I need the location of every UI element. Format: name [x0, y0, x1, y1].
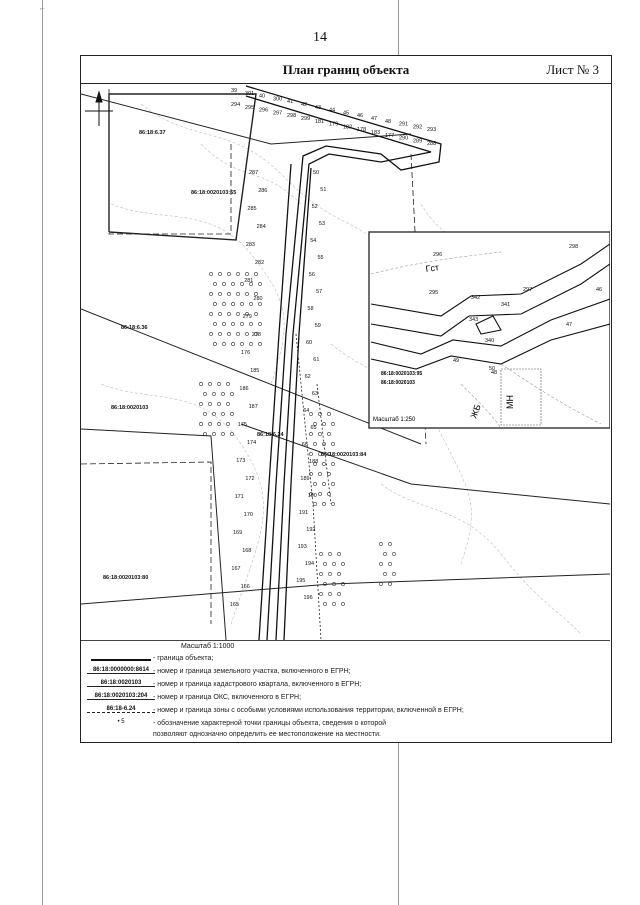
tree-symbol: [217, 382, 220, 385]
legend-row-point-cont: позволяют однозначно определить ее местоположение на местности.: [153, 731, 381, 738]
tree-symbol: [309, 432, 312, 435]
legend-code-zone: 86:18-6.24: [87, 706, 155, 713]
map-canvas: [81, 84, 610, 640]
point-label: 185: [250, 368, 260, 374]
tree-symbol: [236, 272, 239, 275]
point-label: 176: [241, 350, 251, 356]
point-label: 55: [317, 255, 324, 261]
tree-symbol: [319, 592, 322, 595]
point-label: 189: [300, 476, 310, 482]
point-label: 181: [315, 118, 325, 125]
inset-label-parcel: 86:18:0020103:95: [381, 371, 423, 377]
point-label: 195: [296, 578, 306, 584]
point-label: 279: [242, 314, 252, 320]
point-label: 61: [313, 357, 320, 363]
legend-code-oks: 86:18:0020103:204: [87, 693, 155, 700]
point-label: 194: [304, 561, 315, 567]
tree-symbol: [258, 282, 261, 285]
tree-symbol: [218, 272, 221, 275]
tree-symbol: [337, 592, 340, 595]
point-label: 170: [243, 512, 253, 518]
quarter-label: 86:18:6.36: [121, 325, 148, 331]
tree-symbol: [388, 562, 391, 565]
point-label: 64: [303, 408, 310, 414]
tree-symbol: [327, 432, 330, 435]
tree-symbol: [203, 412, 206, 415]
point-label: 63: [311, 391, 319, 397]
tree-symbol: [222, 282, 225, 285]
point-label: 296: [259, 107, 269, 114]
tree-symbol: [213, 322, 216, 325]
tree-symbol: [213, 342, 216, 345]
legend-row-zone: 86:18-6.24 - номер и граница зоны с особыми условиями использования территории, включенной в ЕГРН;: [81, 705, 610, 719]
tree-symbol: [217, 402, 220, 405]
point-label: 301: [245, 90, 255, 97]
inset-point-label: 48: [491, 370, 498, 376]
point-label: 175: [237, 422, 247, 428]
tree-symbol: [231, 282, 234, 285]
tree-symbol: [240, 302, 243, 305]
tree-symbol: [213, 282, 216, 285]
point-label: 54: [310, 238, 317, 244]
point-label: 177: [385, 132, 395, 139]
point-label: 44: [329, 107, 336, 114]
tree-symbol: [341, 562, 344, 565]
tree-symbol: [208, 402, 211, 405]
tree-symbol: [217, 422, 220, 425]
tree-symbol: [313, 442, 316, 445]
tree-symbol: [231, 302, 234, 305]
tree-symbol: [322, 462, 325, 465]
tree-symbol: [249, 322, 252, 325]
tree-symbol: [332, 562, 335, 565]
inset-point-label: 343: [469, 317, 479, 323]
point-label: 42: [301, 102, 308, 108]
tree-symbol: [379, 562, 382, 565]
tree-symbol: [249, 302, 252, 305]
tree-symbol: [245, 272, 248, 275]
tree-symbol: [203, 392, 206, 395]
tree-symbol: [332, 602, 335, 605]
tree-symbol: [337, 552, 340, 555]
tree-symbol: [322, 482, 325, 485]
tree-symbol: [331, 442, 334, 445]
point-label: 290: [399, 135, 409, 142]
boundary-map: [81, 84, 610, 640]
tree-symbol: [323, 562, 326, 565]
point-label: 62: [304, 374, 311, 380]
point-label: 299: [301, 116, 311, 122]
inset-point-label: 296: [433, 252, 443, 258]
point-label: 174: [247, 440, 257, 446]
tree-symbol: [209, 272, 212, 275]
point-label: 60: [306, 340, 313, 346]
point-label: 192: [306, 527, 316, 533]
margin-line-left: [42, 0, 43, 905]
tree-symbol: [227, 312, 230, 315]
tree-symbol: [231, 322, 234, 325]
point-label: 171: [234, 494, 244, 500]
point-label: 285: [247, 206, 257, 212]
tree-symbol: [221, 392, 224, 395]
tree-symbol: [258, 302, 261, 305]
legend-symbol-object-boundary: [87, 653, 157, 667]
point-label: 66: [301, 442, 308, 448]
tree-symbol: [383, 572, 386, 575]
inset-label-quarter: 86:18:0020103: [381, 380, 415, 386]
tree-symbol: [388, 582, 391, 585]
tree-symbol: [331, 502, 334, 505]
tree-symbol: [213, 302, 216, 305]
legend-row-oks: 86:18:0020103:204 - номер и граница ОКС, включенного в ЕГРН;: [81, 692, 610, 706]
tree-symbol: [319, 552, 322, 555]
point-label: 41: [287, 99, 294, 106]
inset-point-label: 50: [489, 366, 496, 372]
tree-symbol: [318, 492, 321, 495]
inset-label-gst: Гст: [424, 262, 440, 274]
tree-symbol: [331, 462, 334, 465]
legend-code-point: • 5: [117, 719, 125, 725]
point-label: 191: [299, 510, 309, 516]
legend-row-land-parcel: 86:18:0000000:8614 - номер и граница земельного участка, включенного в ЕГРН;: [81, 666, 610, 680]
legend-scale: Масштаб 1:1000: [181, 643, 235, 650]
point-label: 178: [357, 127, 367, 134]
point-label: 186: [239, 386, 249, 392]
point-label: 182: [343, 124, 353, 131]
tree-symbol: [318, 432, 321, 435]
tree-symbol: [231, 342, 234, 345]
inset-point-label: 295: [429, 290, 439, 296]
tree-symbol: [318, 472, 321, 475]
tree-symbol: [221, 432, 224, 435]
point-label: 50: [313, 170, 320, 176]
point-label: 65: [310, 425, 317, 431]
tree-symbol: [226, 402, 229, 405]
point-label: 300: [273, 96, 283, 103]
point-label: 183: [371, 130, 381, 136]
point-label: 193: [297, 544, 307, 550]
tree-symbol: [226, 382, 229, 385]
tree-symbol: [221, 412, 224, 415]
tree-symbol: [254, 272, 257, 275]
legend-row-cadastral-quarter: 86:18:0020103 - номер и граница кадастрового квартала, включенного в ЕГРН;: [81, 679, 610, 693]
point-label: 196: [303, 595, 313, 601]
point-label: 166: [240, 584, 250, 590]
inset-label-mn: МН: [505, 395, 515, 409]
tree-symbol: [203, 432, 206, 435]
point-label: 297: [273, 110, 283, 117]
map-title: План границ объекта: [282, 62, 410, 77]
inset-point-label: 342: [471, 295, 481, 301]
tree-symbol: [227, 292, 230, 295]
tree-symbol: [209, 292, 212, 295]
point-label: 48: [385, 118, 392, 125]
point-label: 289: [413, 138, 423, 145]
point-label: 59: [314, 323, 321, 329]
tree-symbol: [212, 392, 215, 395]
inset-detail: [369, 232, 610, 428]
point-label: 168: [242, 548, 252, 554]
point-label: 51: [320, 187, 327, 193]
point-label: 295: [245, 104, 255, 111]
tree-symbol: [222, 302, 225, 305]
tree-symbol: [245, 292, 248, 295]
tree-symbol: [328, 592, 331, 595]
inset-point-label: 341: [501, 302, 511, 308]
tree-symbol: [254, 312, 257, 315]
legend-row-point: • 5 - обозначение характерной точки границы объекта, сведения о которой: [81, 718, 610, 732]
point-label: 39: [231, 88, 238, 94]
point-label: 287: [249, 170, 259, 176]
inset-point-label: 297: [523, 287, 533, 293]
inset-point-label: 298: [569, 244, 579, 250]
tree-symbol: [199, 422, 202, 425]
tree-symbol: [379, 582, 382, 585]
tree-symbol: [313, 482, 316, 485]
quarter-label: 86:18:6.37: [139, 130, 166, 136]
tree-symbol: [227, 272, 230, 275]
tree-symbol: [209, 312, 212, 315]
quarter-label: 86:18:0020103:55: [191, 190, 237, 196]
point-label: 47: [371, 116, 378, 122]
point-label: 169: [233, 530, 243, 536]
tree-symbol: [313, 502, 316, 505]
tree-symbol: [236, 292, 239, 295]
inset-point-label: 49: [453, 358, 460, 364]
corner-mark: ⌐: [40, 4, 45, 13]
tree-symbol: [331, 422, 334, 425]
inset-label-zhb: ЖБ: [468, 402, 483, 420]
tree-symbol: [327, 492, 330, 495]
tree-symbol: [212, 432, 215, 435]
tree-symbol: [240, 342, 243, 345]
tree-symbol: [222, 342, 225, 345]
tree-symbol: [392, 572, 395, 575]
point-label: 288: [427, 141, 437, 148]
quarter-label: 86:18:6.24: [257, 432, 284, 438]
tree-symbol: [222, 322, 225, 325]
tree-symbol: [218, 292, 221, 295]
quarter-label: 86:18:0020103:84: [321, 452, 367, 458]
point-label: 280: [253, 296, 263, 302]
point-label: 53: [318, 221, 326, 227]
tree-symbol: [392, 552, 395, 555]
tree-symbol: [218, 312, 221, 315]
point-label: 56: [308, 272, 315, 278]
map-legend: [81, 640, 610, 742]
tree-symbol: [327, 472, 330, 475]
tree-symbol: [230, 412, 233, 415]
point-label: 190: [307, 493, 317, 499]
tree-symbol: [208, 422, 211, 425]
point-label: 284: [256, 224, 266, 230]
inset-point-label: 340: [485, 338, 495, 344]
tree-symbol: [331, 482, 334, 485]
point-label: 292: [413, 124, 423, 131]
tree-symbol: [328, 572, 331, 575]
tree-symbol: [379, 542, 382, 545]
page-number: 14: [313, 30, 327, 45]
tree-symbol: [309, 412, 312, 415]
inset-scale: Масштаб 1:250: [373, 417, 416, 423]
point-label: 52: [311, 204, 318, 210]
point-label: 293: [427, 127, 437, 134]
quarter-label: 86:18:0020103: [111, 405, 149, 411]
inset-point-label: 47: [566, 322, 573, 328]
tree-symbol: [322, 502, 325, 505]
legend-code-cadastral-quarter: 86:18:0020103: [87, 680, 155, 687]
tree-symbol: [337, 572, 340, 575]
tree-symbol: [388, 542, 391, 545]
legend-code-land-parcel: 86:18:0000000:8614: [87, 667, 155, 674]
tree-symbol: [230, 392, 233, 395]
point-label: 46: [357, 113, 364, 120]
tree-symbol: [328, 552, 331, 555]
point-label: 298: [287, 113, 297, 120]
tree-symbol: [236, 312, 239, 315]
point-label: 278: [251, 332, 261, 338]
map-header: [81, 56, 611, 84]
point-label: 167: [231, 566, 241, 572]
point-label: 43: [315, 104, 322, 111]
tree-symbol: [240, 282, 243, 285]
tree-symbol: [199, 382, 202, 385]
tree-symbol: [199, 402, 202, 405]
point-label: 286: [258, 188, 268, 194]
point-label: 281: [244, 278, 254, 284]
point-label: 45: [343, 110, 350, 117]
tree-symbol: [258, 342, 261, 345]
tree-symbol: [258, 322, 261, 325]
tree-symbol: [319, 572, 322, 575]
map-frame: [80, 55, 612, 743]
tree-symbol: [327, 412, 330, 415]
tree-symbol: [212, 412, 215, 415]
sheet-number: Лист № 3: [546, 62, 599, 77]
tree-symbol: [236, 332, 239, 335]
point-label: 282: [255, 260, 265, 266]
point-label: 40: [259, 93, 266, 100]
tree-symbol: [218, 332, 221, 335]
quarter-label: 86:18:0020103:80: [103, 575, 149, 581]
point-label: 57: [316, 289, 323, 295]
tree-symbol: [322, 422, 325, 425]
tree-symbol: [230, 432, 233, 435]
point-label: 188: [309, 459, 319, 465]
point-label: 172: [245, 476, 255, 482]
tree-symbol: [240, 322, 243, 325]
tree-symbol: [209, 332, 212, 335]
inset-point-label: 46: [596, 287, 603, 293]
tree-symbol: [323, 602, 326, 605]
tree-symbol: [245, 332, 248, 335]
tree-symbol: [208, 382, 211, 385]
point-label: 173: [236, 458, 246, 464]
tree-symbol: [309, 452, 312, 455]
point-label: 294: [231, 102, 241, 108]
tree-symbol: [341, 602, 344, 605]
point-label: 187: [248, 404, 258, 410]
legend-row-object-boundary: - граница объекта;: [81, 653, 610, 667]
tree-symbol: [226, 422, 229, 425]
tree-symbol: [227, 332, 230, 335]
point-label: 165: [229, 602, 239, 608]
tree-symbol: [249, 342, 252, 345]
point-label: 283: [245, 242, 255, 248]
point-label: 291: [399, 121, 409, 128]
point-label: 179: [329, 121, 339, 128]
tree-symbol: [383, 552, 386, 555]
point-label: 58: [307, 306, 314, 312]
